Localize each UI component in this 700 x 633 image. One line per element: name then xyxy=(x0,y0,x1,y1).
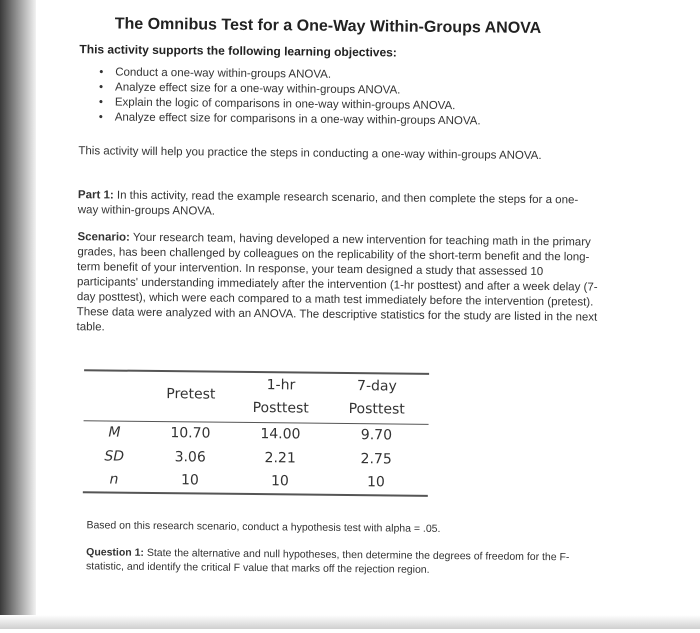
cell-mean-1hr: 14.00 xyxy=(260,426,301,443)
row-label-n: n xyxy=(109,471,119,488)
header-7day-line2: Posttest xyxy=(348,401,405,418)
row-label-sd: SD xyxy=(104,448,125,465)
question1-label: Question 1: xyxy=(86,546,145,559)
table-bottom-rule xyxy=(83,491,428,497)
row-label-mean: M xyxy=(108,424,121,441)
objective-item: • Analyze effect size for comparisons in a one-way within-groups ANOVA. xyxy=(99,110,481,129)
scenario-label: Scenario: xyxy=(77,231,130,244)
cell-sd-1hr: 2.21 xyxy=(264,450,296,467)
page-title: The Omnibus Test for a One-Way Within-Groups ANOVA xyxy=(114,15,542,38)
descriptive-stats-table xyxy=(84,369,429,491)
cell-n-1hr: 10 xyxy=(270,473,289,490)
cell-mean-7day: 9.70 xyxy=(360,427,393,444)
alpha-text: Based on this research scenario, conduct a hypothesis test with alpha = .05. xyxy=(86,519,441,535)
cell-n-pretest: 10 xyxy=(180,472,199,489)
objective-item: • Analyze effect size for a one-way within-groups ANOVA. xyxy=(99,80,481,99)
question1-text: State the alternative and null hypotheses, then determine the degrees of freedom for the F-statistic, and identify the critical F value that marks off the rejection region. xyxy=(85,546,570,576)
part1-paragraph xyxy=(78,188,598,223)
cell-sd-pretest: 3.06 xyxy=(174,449,206,466)
part1-label: Part 1: xyxy=(77,189,114,202)
cell-sd-7day: 2.75 xyxy=(360,451,392,468)
cell-n-7day: 10 xyxy=(366,474,385,491)
objectives-intro: This activity supports the following learning objectives: xyxy=(79,42,397,60)
scenario-text: Your research team, having developed a new intervention for teaching math in the primary grades, has been challenged by colleagues on the replicability of the short-term benefit and the long-term benefit of your intervention. In response, your team designed a study that assessed 10 participants' understanding immediately after the intervention (1-hr posttest) and after a week delay (7-day posttest), which were each compared to a math test immediately before the intervention (pretest). These data were analyzed with an ANOVA. The descriptive statistics for the study are listed in the next table. xyxy=(76,231,598,334)
objective-item: • Explain the logic of comparisons in one-way within-groups ANOVA. xyxy=(99,95,481,114)
header-1hr-line1: 1-hr xyxy=(266,377,296,394)
scenario-paragraph xyxy=(76,230,602,340)
question1-paragraph xyxy=(86,545,576,578)
activity-text: This activity will help you practice the steps in conducting a one-way within-groups ANOVA. xyxy=(78,145,542,163)
objective-item: • Conduct a one-way within-groups ANOVA. xyxy=(99,65,481,84)
header-1hr-line2: Posttest xyxy=(252,400,309,417)
table-top-rule xyxy=(84,369,429,375)
part1-text: In this activity, read the example research scenario, and then complete the steps for a one-way within-groups ANOVA. xyxy=(77,189,579,218)
header-7day-line1: 7-day xyxy=(357,378,397,395)
cell-mean-pretest: 10.70 xyxy=(170,425,211,442)
header-pretest: Pretest xyxy=(166,386,216,403)
objectives-list xyxy=(99,65,481,129)
